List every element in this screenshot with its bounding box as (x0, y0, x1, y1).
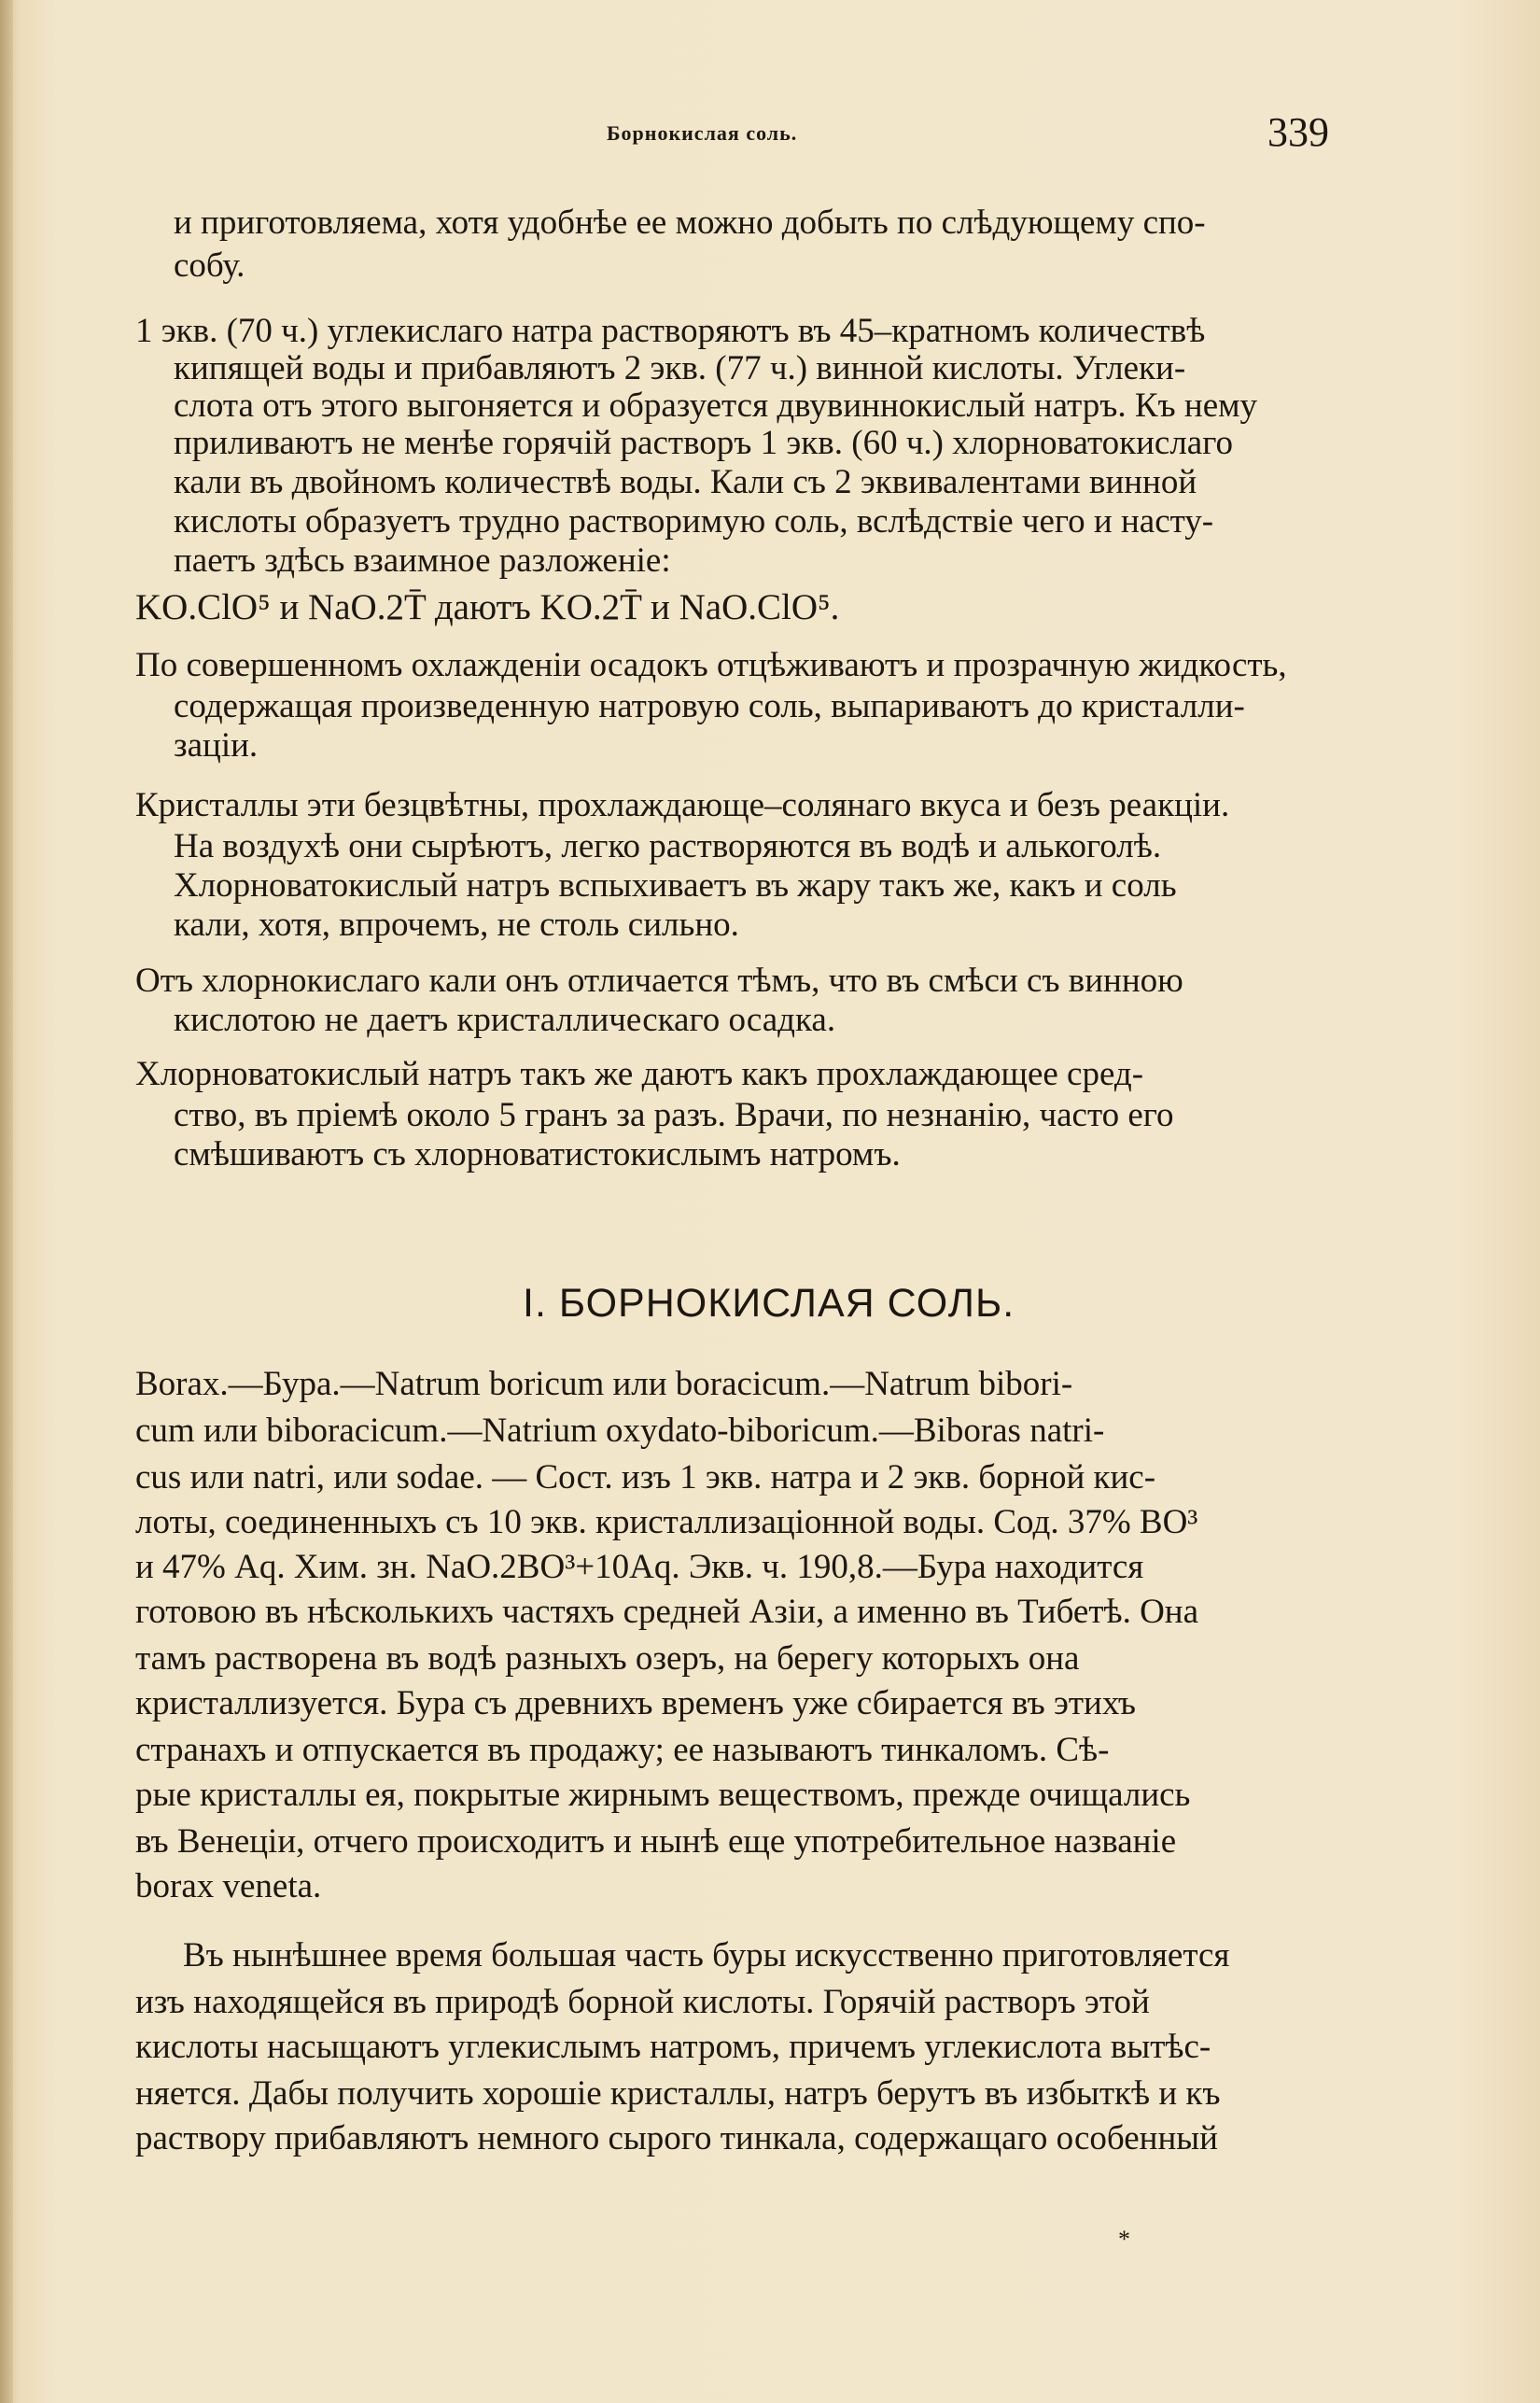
text-line: cus или natri, или sodae. — Сост. изъ 1 экв. натра и 2 экв. борной кис- (135, 1458, 1156, 1497)
text-line: Отъ хлорнокислаго кали онъ отличается тѣмъ, что въ смѣси съ винною (135, 962, 1183, 1000)
text-line: кислотою не даетъ кристаллическаго осадка. (174, 1001, 836, 1039)
text-line: 1 экв. (70 ч.) углекислаго натра растворяютъ въ 45–кратномъ количествѣ (135, 312, 1206, 350)
text-line: borax veneta. (135, 1867, 322, 1905)
text-line: смѣшиваютъ съ хлорноватистокислымъ натромъ. (174, 1135, 901, 1173)
text-line: Кристаллы эти безцвѣтны, прохлаждающе–солянаго вкуса и безъ реакціи. (135, 786, 1230, 824)
text-line: кали, хотя, впрочемъ, не столь сильно. (174, 906, 739, 944)
text-line: ство, въ пріемѣ около 5 гранъ за разъ. Врачи, по незнанію, часто его (174, 1096, 1174, 1134)
running-title: Борнокислая соль. (607, 121, 798, 145)
text-line: заціи. (174, 726, 259, 765)
text-line: въ Венеціи, отчего происходитъ и нынѣ еще употребительное названіе (135, 1822, 1177, 1861)
text-line: Borax.—Бура.—Natrum boricum или boracicum.—Natrum bibori- (135, 1365, 1073, 1403)
text-line: паетъ здѣсь взаимное разложеніе: (174, 541, 671, 580)
text-line: и 47% Aq. Хим. зн. NaO.2BO³+10Aq. Экв. ч. 190,8.—Бура находится (135, 1548, 1144, 1586)
text-line: Хлорноватокислый натръ вспыхиваетъ въ жару такъ же, какъ и соль (174, 866, 1177, 905)
text-line: раствору прибавляютъ немного сырого тинкала, содержащаго особенный (135, 2119, 1218, 2157)
text-line: приливаютъ не менѣе горячій растворъ 1 экв. (60 ч.) хлорноватокислаго (174, 424, 1233, 462)
chemical-formula: KO.ClO⁵ и NaO.2T̄ даютъ KO.2T̄ и NaO.ClO⁵. (135, 587, 840, 627)
section-heading: I. БОРНОКИСЛАЯ СОЛЬ. (523, 1281, 1015, 1326)
text-line: Въ нынѣшнее время большая часть буры искусственно приготовляется (183, 1936, 1230, 1974)
page-number: 339 (1267, 109, 1329, 155)
text-line: готовою въ нѣсколькихъ частяхъ средней Азіи, а именно въ Тибетѣ. Она (135, 1593, 1199, 1631)
text-line: кипящей воды и прибавляютъ 2 экв. (77 ч.) винной кислоты. Углеки- (174, 349, 1186, 387)
text-line: По совершенномъ охлажденіи осадокъ отцѣживаютъ и прозрачную жидкость, (135, 646, 1287, 684)
text-line: кристаллизуется. Бура съ древнихъ временъ уже сбирается въ этихъ (135, 1684, 1137, 1722)
text-line: и приготовляема, хотя удобнѣе ее можно добыть по слѣдующему спо- (174, 204, 1206, 242)
text-line: На воздухѣ они сырѣютъ, легко растворяются въ водѣ и алькоголѣ. (174, 827, 1162, 865)
text-line: собу. (174, 246, 245, 285)
text-line: кислоты насыщаютъ углекислымъ натромъ, причемъ углекислота вытѣс- (135, 2028, 1211, 2066)
text-line: изъ находящейся въ природѣ борной кислоты. Горячій растворъ этой (135, 1983, 1150, 2021)
text-line: странахъ и отпускается въ продажу; ее называютъ тинкаломъ. Сѣ- (135, 1731, 1110, 1769)
asterisk-mark: * (1118, 2226, 1130, 2253)
text-line: слота отъ этого выгоняется и образуется двувиннокислый натръ. Къ нему (174, 386, 1258, 425)
text-line: Хлорноватокислый натръ такъ же даютъ какъ прохлаждающее сред- (135, 1055, 1144, 1093)
text-line: лоты, соединенныхъ съ 10 экв. кристаллизаціонной воды. Сод. 37% BO³ (135, 1503, 1198, 1541)
text-line: няется. Дабы получить хорошіе кристаллы, натръ берутъ въ избыткѣ и къ (135, 2074, 1221, 2113)
text-line: кали въ двойномъ количествѣ воды. Кали съ 2 эквивалентами винной (174, 463, 1197, 501)
text-line: кислоты образуетъ трудно растворимую соль, вслѣдствіе чего и насту- (174, 502, 1214, 541)
page-spine-shadow (0, 0, 13, 2403)
text-line: содержащая произведенную натровую соль, выпариваютъ до кристалли- (174, 687, 1245, 725)
text-line: рые кристаллы ея, покрытые жирнымъ веществомъ, прежде очищались (135, 1776, 1191, 1814)
text-line: cum или biboracicum.—Natrium oxydato-biboricum.—Biboras natri- (135, 1412, 1105, 1450)
text-line: тамъ растворена въ водѣ разныхъ озеръ, на берегу которыхъ она (135, 1639, 1080, 1678)
